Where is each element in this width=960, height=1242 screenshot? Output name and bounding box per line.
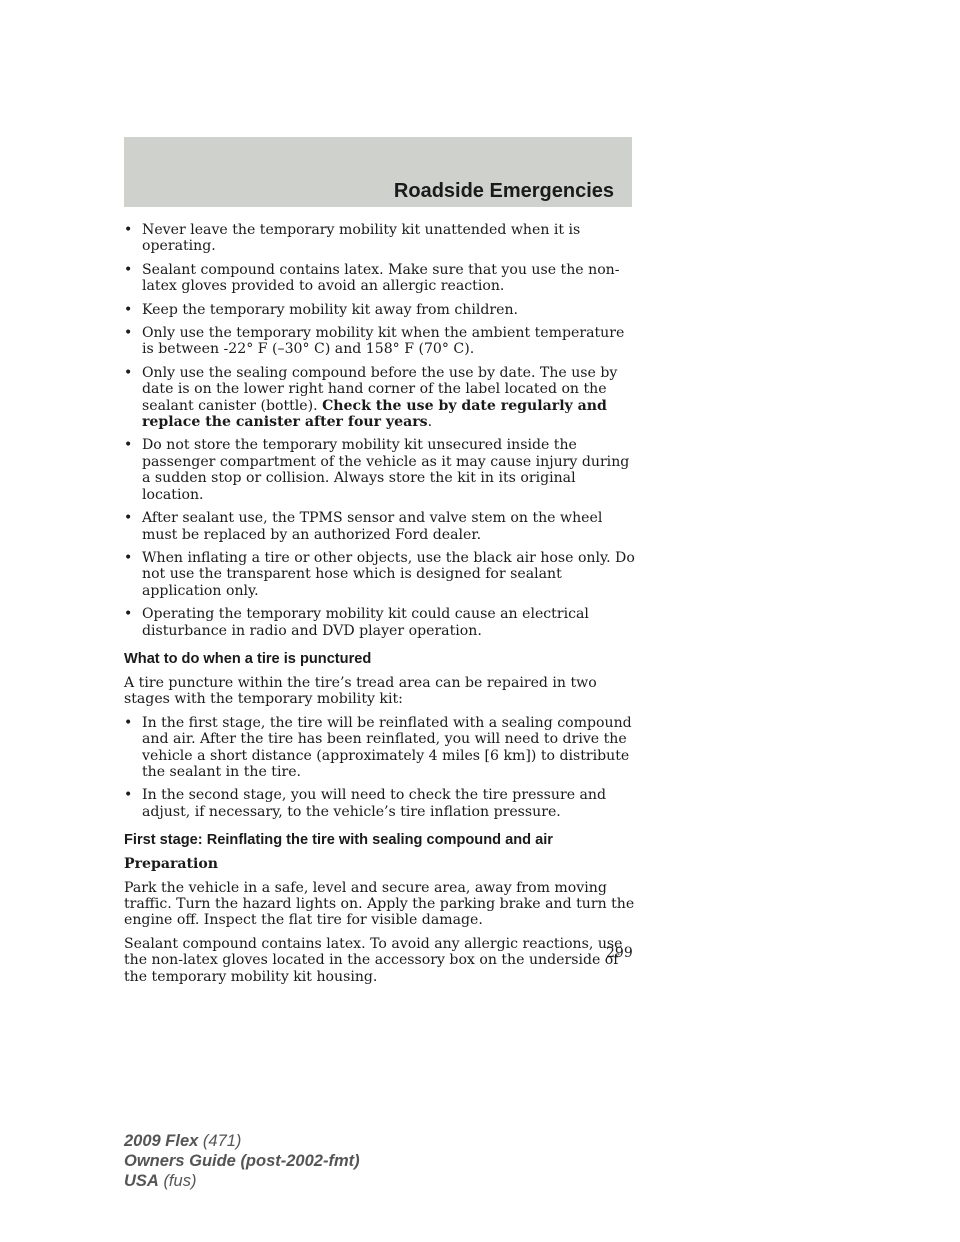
bullet-icon: • (124, 437, 133, 454)
list-item: • Sealant compound contains latex. Make sure that you use the non-latex gloves provided to avoid an allergic reaction. (124, 261, 620, 295)
section-header-band (124, 137, 632, 207)
bullet-icon: • (124, 787, 133, 804)
list-item: • Do not store the temporary mobility kit unsecured inside the passenger compartment of the vehicle as it may cause injury during a sudden stop or collision. Always store the kit in its original location. (124, 437, 630, 503)
bullet-icon: • (124, 261, 133, 278)
section-title: Roadside Emergencies (393, 180, 614, 202)
bullet-icon: • (124, 606, 133, 623)
bullet-icon: • (124, 222, 133, 238)
footer-line-model: 2009 Flex (471) (124, 1132, 242, 1150)
footer-imprint (124, 1131, 360, 1191)
bullet-icon: • (124, 714, 133, 731)
bold-warning-text: Check the use by date regularly and replace the canister after four years (142, 397, 607, 431)
intro-paragraph: A tire puncture within the tire’s tread area can be repaired in two stages with the temporary mobility kit: (124, 674, 597, 708)
bullet-icon: • (124, 364, 133, 381)
list-item: • In the second stage, you will need to check the tire pressure and adjust, if necessary, to the vehicle’s tire inflation pressure. (124, 787, 607, 820)
bullet-icon: • (124, 301, 133, 318)
section-heading-first-stage: First stage: Reinflating the tire with sealing compound and air (124, 832, 553, 849)
bullet-icon: • (124, 549, 133, 566)
paragraph-park-vehicle: Park the vehicle in a safe, level and secure area, away from moving traffic. Turn the hazard lights on. Apply the parking brake and turn the engine off. Inspect the flat tire for visible damage. (124, 879, 635, 929)
paragraph-latex-warning: Sealant compound contains latex. To avoid any allergic reactions, use the non-latex gloves located in the accessory box on the underside of the temporary mobility kit housing. (124, 935, 623, 985)
list-item: • Only use the sealing compound before the use by date. The use by date is on the lower right hand corner of the label located on the sealant canister (bottle). Check the use by date regularly and replace the canister after four years. (124, 364, 618, 431)
list-item: • When inflating a tire or other objects, use the black air hose only. Do not use the transparent hose which is designed for sealant application only. (124, 549, 635, 599)
subheading-preparation: Preparation (124, 856, 219, 873)
list-item: • In the first stage, the tire will be reinflated with a sealing compound and air. After the tire has been reinflated, you will need to drive the vehicle a short distance (approximately 4 miles [6 km]) to distribute the sealant in the tire. (124, 714, 632, 780)
list-item: • Never leave the temporary mobility kit unattended when it is operating. (124, 222, 581, 255)
footer-line-guide: Owners Guide (post-2002-fmt) (124, 1152, 360, 1170)
list-item: • Operating the temporary mobility kit could cause an electrical disturbance in radio and DVD player operation. (124, 606, 589, 639)
page-content (124, 222, 636, 992)
bullet-icon: • (124, 325, 133, 342)
list-item: • After sealant use, the TPMS sensor and valve stem on the wheel must be replaced by an authorized Ford dealer. (124, 510, 603, 543)
list-item: • Only use the temporary mobility kit when the ambient temperature is between -22° F (–30° C) and 158° F (70° C). (124, 325, 625, 358)
section-heading-puncture: What to do when a tire is punctured (124, 650, 372, 667)
bullet-icon: • (124, 510, 133, 527)
list-item: • Keep the temporary mobility kit away from children. (124, 301, 519, 318)
footer-line-region: USA (fus) (124, 1172, 197, 1190)
page-number: 299 (606, 945, 633, 961)
